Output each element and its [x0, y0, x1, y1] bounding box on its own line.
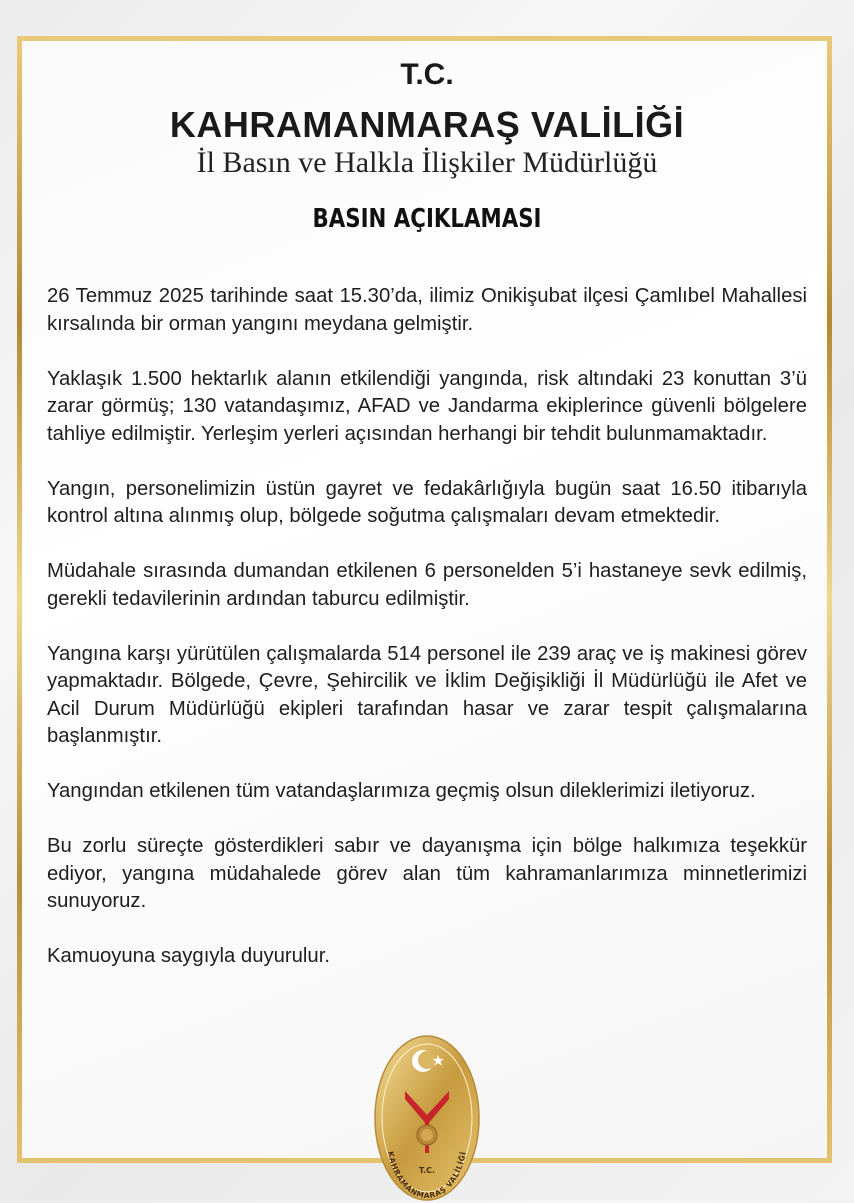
document-type-heading: BASIN AÇIKLAMASI: [312, 204, 542, 234]
paragraph-1: 26 Temmuz 2025 tarihinde saat 15.30’da, ilimiz Onikişubat ilçesi Çamlıbel Mahallesi kırsalında bir orman yangını meydana gelmiştir.: [47, 285, 807, 335]
paragraph-2: Yaklaşık 1.500 hektarlık alanın etkilendiği yangında, risk altındaki 23 konuttan 3’ü zarar görmüş; 130 vatandaşımız, AFAD ve Jandarma ekiplerince güvenli bölgelere tahliye edilmiştir. Yerleşim yerleri açısından herhangi bir tehdit bulunmamaktadır.: [47, 367, 807, 445]
header-department: İl Basın ve Halkla İlişkiler Müdürlüğü: [196, 146, 658, 179]
document-body: [47, 283, 807, 998]
paragraph-5: Yangına karşı yürütülen çalışmalarda 514 personel ile 239 araç ve iş makinesi görev yapmaktadır. Bölgede, Çevre, Şehircilik ve İklim Değişikliği İl Müdürlüğü ile Afet ve Acil Durum Müdürlüğü ekipleri tarafından hasar ve zarar tespit çalışmalarına başlanmıştır.: [47, 642, 807, 747]
paragraph-closing: Kamuoyuna saygıyla duyurulur.: [47, 945, 330, 967]
paragraph-3: Yangın, personelimizin üstün gayret ve fedakârlığıyla bugün saat 16.50 itibarıyla kontrol altına alınmış olup, bölgede soğutma çalışmaları devam etmektedir.: [47, 477, 807, 527]
seal-ring-text: KAHRAMANMARAŞ VALİLİĞİ: [386, 1150, 468, 1201]
paragraph-6: Yangından etkilenen tüm vatandaşlarımıza geçmiş olsun dileklerimizi iletiyoruz.: [47, 780, 756, 802]
paragraph-4: Müdahale sırasında dumandan etkilenen 6 personelden 5’i hastaneye sevk edilmiş, gerekli tedavilerinin ardından taburcu edilmiştir.: [47, 560, 807, 610]
header-institution: KAHRAMANMARAŞ VALİLİĞİ: [169, 104, 685, 145]
header-tc: T.C.: [400, 58, 454, 91]
governorship-seal-icon: [373, 1033, 481, 1203]
paragraph-7: Bu zorlu süreçte gösterdikleri sabır ve dayanışma için bölge halkımıza teşekkür ediyor, yangına müdahalede görev alan tüm kahramanlarımıza minnetlerimizi sunuyoruz.: [47, 835, 807, 912]
seal-tc-text: T.C.: [418, 1166, 436, 1175]
